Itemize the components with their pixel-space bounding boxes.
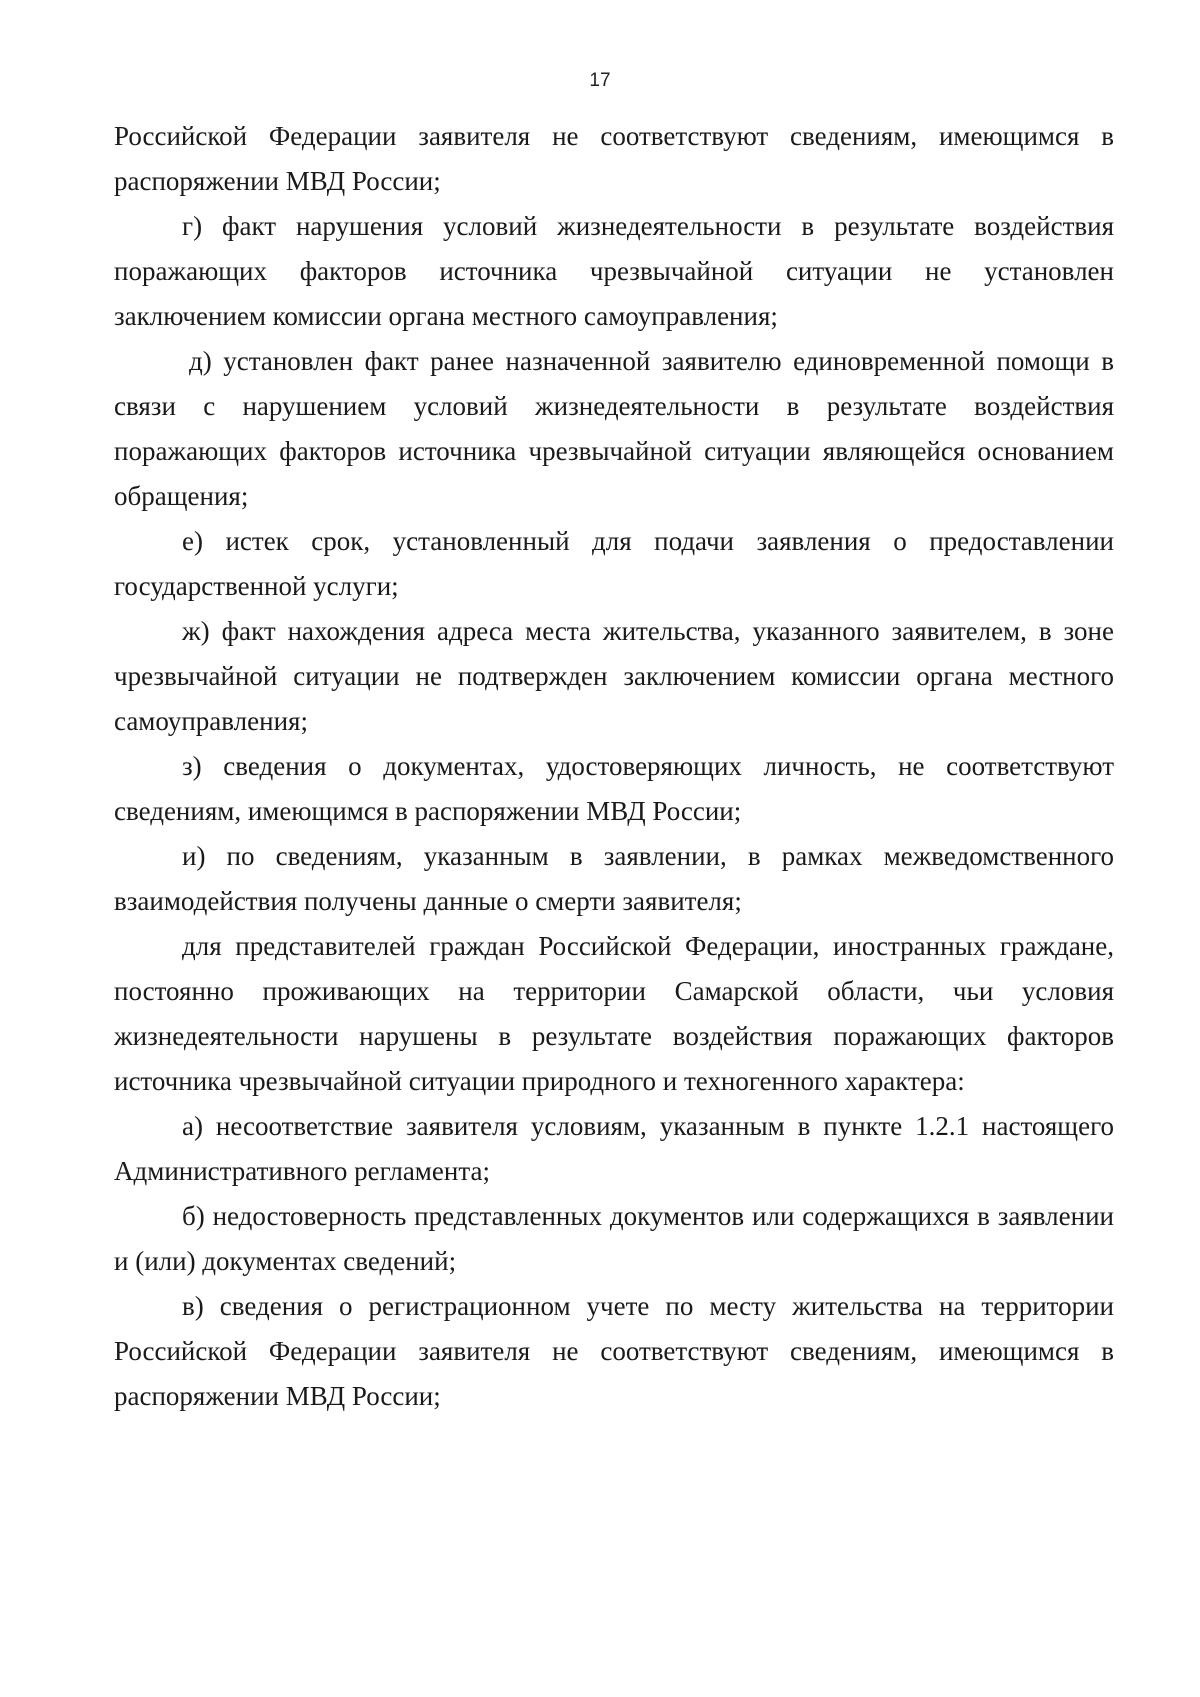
paragraph-item-e: е) истек срок, установленный для подачи заявления о предоставлении государственной услуги; bbox=[114, 526, 1114, 601]
paragraph-item-i: и) по сведениям, указанным в заявлении, в рамках межведомственного взаимодействия получены данные о смерти заявителя; bbox=[114, 841, 1114, 916]
paragraph-item-d: д) установлен факт ранее назначенной заявителю единовременной помощи в связи с нарушением условий жизнедеятельности в результате воздействия поражающих факторов источника чрезвычайной ситуации являющейся основанием обращения; bbox=[114, 346, 1114, 511]
document-body bbox=[114, 114, 1114, 1419]
paragraph-representatives: для представителей граждан Российской Федерации, иностранных граждане, постоянно проживающих на территории Самарской области, чьи условия жизнедеятельности нарушены в результате воздействия поражающих факторов источника чрезвычайной ситуации природного и техногенного характера: bbox=[114, 931, 1114, 1096]
paragraph-item-a: а) несоответствие заявителя условиям, указанным в пункте 1.2.1 настоящего Административного регламента; bbox=[114, 1111, 1114, 1186]
paragraph-item-v: в) сведения о регистрационном учете по месту жительства на территории Российской Федерации заявителя не соответствуют сведениям, имеющимся в распоряжении МВД России; bbox=[114, 1291, 1114, 1411]
paragraph-item-b: б) недостоверность представленных документов или содержащихся в заявлении и (или) документах сведений; bbox=[114, 1201, 1114, 1276]
page-number: 17 bbox=[589, 70, 611, 91]
paragraph-continuation: Российской Федерации заявителя не соответствуют сведениям, имеющимся в распоряжении МВД России; bbox=[114, 121, 1114, 196]
paragraph-item-g: г) факт нарушения условий жизнедеятельности в результате воздействия поражающих факторов источника чрезвычайной ситуации не установлен заключением комиссии органа местного самоуправления; bbox=[114, 211, 1114, 331]
paragraph-item-z: з) сведения о документах, удостоверяющих личность, не соответствуют сведениям, имеющимся в распоряжении МВД России; bbox=[114, 751, 1114, 826]
paragraph-item-zh: ж) факт нахождения адреса места жительства, указанного заявителем, в зоне чрезвычайной ситуации не подтвержден заключением комиссии органа местного самоуправления; bbox=[114, 616, 1114, 736]
